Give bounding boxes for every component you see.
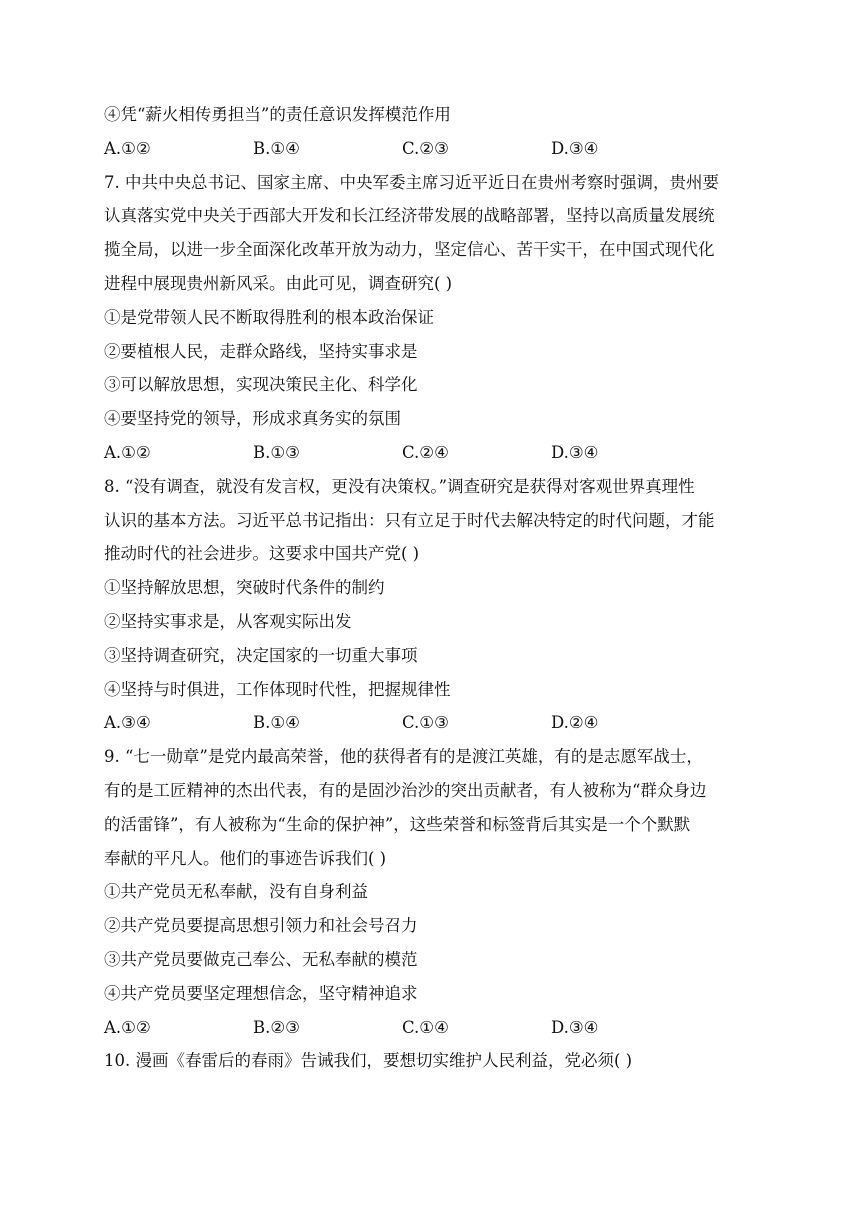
option-line: ②要植根人民，走群众路线，坚持实事求是 <box>104 341 418 361</box>
option-line: ①是党带领人民不断取得胜利的根本政治保证 <box>104 307 434 327</box>
choice-b: B.②③ <box>253 1017 300 1037</box>
question-8-stem: 认识的基本方法。习近平总书记指出：只有立足于时代去解决特定的时代问题，才能 <box>104 510 715 530</box>
choice-c: C.①④ <box>402 1017 449 1037</box>
option-line: ④凭“薪火相传勇担当”的责任意识发挥模范作用 <box>104 105 451 124</box>
option-line: ①坚持解放思想，突破时代条件的制约 <box>104 578 385 598</box>
answer-choices <box>104 706 756 740</box>
answer-choices <box>104 132 756 166</box>
question-9-stem: 有的是工匠精神的杰出代表，有的是固沙治沙的突出贡献者，有人被称为“群众身边 <box>104 780 707 800</box>
choice-d: D.③④ <box>551 138 599 158</box>
exam-page <box>104 98 756 1078</box>
option-line: ④坚持与时俱进，工作体现时代性，把握规律性 <box>104 679 451 699</box>
question-8-stem: 推动时代的社会进步。这要求中国共产党( ) <box>104 544 420 564</box>
choice-b: B.①④ <box>253 138 300 158</box>
question-9-stem: 奉献的平凡人。他们的事迹告诉我们( ) <box>104 848 387 868</box>
option-line: ③可以解放思想，实现决策民主化、科学化 <box>104 375 418 395</box>
question-7-stem: 7. 中共中央总书记、国家主席、中央军委主席习近平近日在贵州考察时强调，贵州要 <box>104 172 719 192</box>
choice-c: C.②③ <box>402 138 449 158</box>
question-10-stem: 10. 漫画《春雷后的春雨》告诫我们，要想切实维护人民利益，党必须( ) <box>104 1051 633 1071</box>
question-7-stem: 揽全局，以进一步全面深化改革开放为动力，坚定信心、苦干实干，在中国式现代化 <box>104 240 715 260</box>
question-7-stem: 认真落实党中央关于西部大开发和长江经济带发展的战略部署，坚持以高质量发展统 <box>104 206 715 226</box>
question-9-stem: 的活雷锋”，有人被称为“生命的保护神”，这些荣誉和标签背后其实是一个个默默 <box>104 814 691 834</box>
choice-b: B.①④ <box>253 713 300 733</box>
choice-a: A.①② <box>104 1017 151 1037</box>
choice-a: A.①② <box>104 442 151 462</box>
option-line: ②坚持实事求是，从客观实际出发 <box>104 611 352 631</box>
question-7-stem: 进程中展现贵州新风采。由此可见，调查研究( ) <box>104 273 453 293</box>
choice-d: D.②④ <box>551 713 599 733</box>
option-line: ①共产党员无私奉献，没有自身利益 <box>104 882 368 902</box>
option-line: ③共产党员要做克己奉公、无私奉献的模范 <box>104 949 418 969</box>
choice-a: A.③④ <box>104 713 151 733</box>
option-line: ③坚持调查研究，决定国家的一切重大事项 <box>104 645 418 665</box>
question-9-stem: 9. “七一勋章”是党内最高荣誉，他的获得者有的是渡江英雄，有的是志愿军战士， <box>104 747 703 767</box>
choice-c: C.②④ <box>402 442 449 462</box>
choice-a: A.①② <box>104 138 151 158</box>
choice-c: C.①③ <box>402 713 449 733</box>
choice-d: D.③④ <box>551 1017 599 1037</box>
option-line: ④共产党员要坚定理想信念，坚守精神追求 <box>104 983 418 1003</box>
option-line: ②共产党员要提高思想引领力和社会号召力 <box>104 916 418 936</box>
answer-choices <box>104 436 756 470</box>
question-8-stem: 8. “没有调查，就没有发言权，更没有决策权。”调查研究是获得对客观世界真理性 <box>104 476 695 496</box>
option-line: ④要坚持党的领导，形成求真务实的氛围 <box>104 409 401 429</box>
choice-b: B.①③ <box>253 442 300 462</box>
answer-choices <box>104 1011 756 1045</box>
choice-d: D.③④ <box>551 442 599 462</box>
